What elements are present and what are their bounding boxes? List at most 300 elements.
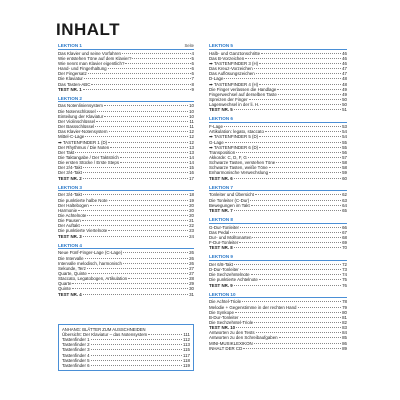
entry-page: 12 [189, 139, 194, 145]
entry-page: 49 [342, 86, 347, 92]
entry-title: Quarte, Quinte [58, 271, 87, 276]
entry-title: Fingerwechsel auf derselben Taste [209, 91, 277, 97]
entry-title: Wie nennt man Klavier eigentlich? [58, 60, 125, 66]
lesson-header [209, 116, 347, 121]
appendix-heading: ANHANG: BLÄTTER ZUM AUSSCHNEIDEN [62, 327, 146, 332]
dot-leader [245, 58, 341, 59]
heading-rule [58, 49, 194, 50]
entry-page: 16 [189, 170, 194, 176]
entry-title: Das Kreuz-Vorzeichen [209, 66, 253, 72]
dot-leader [122, 53, 191, 54]
entry-page: 46 [342, 50, 347, 56]
dot-leader [83, 178, 188, 179]
lesson-heading: LEKTION 2 [58, 95, 82, 101]
entry-page: 82 [342, 319, 347, 325]
entry-page: 74 [342, 272, 347, 278]
dot-leader [87, 215, 188, 216]
dot-leader [91, 365, 182, 366]
entry-title: Intervalle melodisch, harmonisch [58, 260, 122, 266]
dot-leader [235, 312, 341, 313]
entry-title: Der Haltebogen [58, 202, 89, 208]
dot-leader [259, 279, 341, 280]
entry-title: Die Achtelnote [58, 213, 87, 218]
lesson-heading: LEKTION 10 [209, 291, 236, 297]
entry-page: 80 [342, 309, 347, 315]
entry-page: 78 [342, 299, 347, 305]
entry-page: 85 [342, 335, 347, 341]
entry-title: Bewegungen im Takt [209, 202, 250, 208]
appendix-box [58, 324, 194, 371]
dot-leader [83, 294, 188, 295]
entry-page: 15 [189, 165, 194, 171]
lesson-header [209, 185, 347, 190]
dot-leader [88, 73, 191, 74]
dot-leader [83, 236, 188, 237]
lesson-header [209, 254, 347, 259]
entry-title: Halb- und Ganztonschritte [209, 50, 261, 56]
heading-rule [209, 223, 347, 224]
heading-rule [209, 49, 347, 50]
lesson-heading: LEKTION 5 [209, 43, 233, 48]
test-entry [209, 245, 347, 250]
lesson-heading: LEKTION 4 [58, 242, 82, 248]
entry-title: F-Lage [209, 124, 223, 130]
test-entry [209, 176, 347, 181]
dot-leader [123, 252, 188, 253]
toc-left-column [58, 43, 194, 301]
entry-page: 27 [189, 271, 194, 276]
entry-page: 59 [342, 170, 347, 176]
entry-page: 118 [183, 357, 190, 363]
dot-leader [108, 230, 188, 231]
entry-page: 81 [342, 314, 347, 320]
entry-title: Einteilung der Klaviatur [58, 113, 104, 119]
entry-page: 67 [342, 229, 347, 235]
entry-page: 10 [189, 113, 194, 119]
entry-title: ➡ TASTENFINDER 4 (H) [209, 81, 259, 87]
dot-leader [259, 84, 341, 85]
lesson-section [58, 243, 194, 297]
lesson-section [209, 43, 347, 112]
dot-leader [249, 99, 342, 100]
dot-leader [83, 167, 188, 168]
heading-rule [58, 248, 194, 249]
entry-title: Die Sechzehntel-Triole [209, 319, 254, 325]
dot-leader [278, 94, 341, 95]
entry-title: TEST NR. 9 [209, 282, 233, 288]
dot-leader [91, 339, 182, 340]
dot-leader [85, 258, 188, 259]
entry-title: Die punktierte Viertelnote [58, 228, 108, 234]
dot-leader [240, 317, 342, 318]
heading-rule [209, 260, 347, 261]
entry-page: 47 [342, 71, 347, 77]
entry-page: 58 [342, 160, 347, 166]
entry-page: 13 [189, 144, 194, 150]
entry-title: Artikulation: legato, staccato [209, 129, 264, 135]
dot-leader [276, 162, 341, 163]
dot-leader [243, 348, 341, 349]
lesson-section [209, 254, 347, 287]
test-entry [58, 87, 194, 92]
lesson-header [58, 243, 194, 248]
entry-page: 8 [191, 81, 194, 87]
entry-title: Mittel-C-Lage [58, 134, 85, 140]
dot-leader [88, 273, 188, 274]
lesson-section [58, 96, 194, 181]
test-entry [58, 234, 194, 239]
dot-leader [109, 200, 189, 201]
dot-leader [250, 200, 341, 201]
dot-leader [236, 327, 341, 328]
dot-leader [120, 157, 188, 158]
dot-leader [95, 126, 188, 127]
entry-page: 89 [342, 345, 347, 351]
entry-page: 19 [189, 197, 194, 203]
entry-page: 54 [342, 134, 347, 140]
dot-leader [234, 178, 341, 179]
entry-page: 70 [342, 245, 347, 251]
entry-title: Transposition [209, 149, 236, 155]
entry-page: 6 [191, 66, 194, 72]
entry-page: 48 [342, 81, 347, 87]
entry-title: TEST NR. 7 [209, 207, 233, 213]
entry-title: Die Klaviatur [58, 76, 83, 82]
entry-page: 24 [189, 233, 194, 239]
entry-title: B-Dur-Tonleiter [209, 314, 239, 320]
entry-title: Die Notenschlüssel [58, 108, 96, 114]
entry-page: 27 [189, 265, 194, 271]
entry-title: Die Tonleiter (C-Dur) [209, 197, 250, 203]
entry-page: 20 [189, 202, 194, 208]
entry-title: TEST NR. 5 [209, 107, 233, 113]
dot-leader [84, 78, 191, 79]
dot-leader [234, 285, 341, 286]
entry-title: Der 6/8-Takt [209, 261, 233, 267]
test-entry [209, 107, 347, 112]
lesson-header [209, 292, 347, 297]
entry-title: Antworten zu den Tests [209, 330, 255, 336]
entry-page: 6 [191, 60, 194, 66]
dot-leader [298, 307, 342, 308]
dot-leader [240, 269, 341, 270]
lesson-heading: LEKTION 6 [209, 116, 233, 122]
entry-title: ➡ TASTENFINDER 3 (H) [209, 60, 259, 66]
entry-page: 115 [183, 347, 190, 353]
entry-title: TEST NR. 10 [209, 325, 236, 331]
dot-leader [230, 232, 341, 233]
entry-page: 57 [342, 155, 347, 160]
entry-page: 64 [342, 202, 347, 208]
entry-title: Schwarze Tasten, weiße Töne [209, 165, 268, 171]
entry-page: 17 [189, 175, 194, 181]
entry-title: D-Dur-Tonleiter [209, 267, 239, 273]
entry-title: Die Synkope [209, 309, 234, 315]
dot-leader [91, 355, 182, 356]
dot-leader [254, 343, 341, 344]
entry-page: 60 [342, 175, 347, 181]
heading-rule [209, 297, 347, 298]
dot-leader [85, 136, 188, 137]
entry-page: 83 [342, 325, 347, 331]
dot-leader [234, 247, 341, 248]
entry-title: Das Klavier und seine Vorfahren [58, 50, 121, 56]
entry-page: 54 [342, 129, 347, 135]
entry-page: 11 [189, 118, 194, 124]
lesson-section [209, 185, 347, 213]
entry-title: G-Lage [209, 139, 224, 145]
dot-leader [259, 136, 341, 137]
entry-title: Die Taktangabe / Der Taktstrich [58, 155, 119, 160]
entry-title: Schwarze Tasten, verstehen Töne [209, 160, 276, 166]
entry-page: 50 [342, 102, 347, 108]
entry-page: 51 [342, 107, 347, 113]
entry-title: Tastenfinder 6 [62, 362, 90, 368]
dot-leader [78, 210, 188, 211]
entry-page: 14 [189, 155, 194, 160]
dot-leader [269, 167, 341, 168]
dot-leader [125, 63, 190, 64]
entry-title: Tastenfinder 4 [62, 352, 90, 358]
entry-page: 13 [189, 149, 194, 155]
entry-title: INHALT DER CD [209, 345, 243, 351]
entry-title: Enharmonische Verwechslung [209, 170, 269, 176]
dot-leader [256, 73, 341, 74]
toc-entry [62, 363, 190, 368]
dot-leader [277, 89, 341, 90]
entry-page: 75 [342, 277, 347, 283]
dot-leader [128, 278, 188, 279]
entry-title: Die Sechzehntelnote [209, 272, 250, 278]
entry-page: 56 [342, 149, 347, 155]
entry-page: 58 [342, 165, 347, 171]
dot-leader [236, 152, 341, 153]
entry-title: Das Notenliniensystem [58, 103, 103, 109]
dot-leader [240, 227, 341, 228]
entry-title: Tastenfinder 5 [62, 357, 90, 363]
entry-page: 47 [342, 66, 347, 72]
entry-page: 29 [189, 281, 194, 287]
entry-title: Das Tasten-ABC [58, 81, 91, 87]
page-title: INHALT [56, 20, 121, 39]
dot-leader [239, 242, 341, 243]
entry-page: 48 [342, 76, 347, 82]
entry-title: Die Achtel-Triole [209, 299, 242, 305]
entry-page: 4 [191, 50, 194, 56]
entry-page: 62 [342, 192, 347, 198]
dot-leader [110, 147, 188, 148]
dot-leader [120, 162, 188, 163]
dot-leader [148, 334, 182, 335]
lesson-section [58, 185, 194, 239]
entry-page: 76 [342, 282, 347, 288]
entry-page: 7 [191, 76, 194, 82]
dot-leader [225, 142, 341, 143]
lesson-section [58, 43, 194, 92]
dot-leader [87, 268, 188, 269]
entry-title: Harmonie [58, 207, 78, 213]
entry-title: Der Bassschlüssel [58, 124, 95, 130]
dot-leader [109, 131, 189, 132]
dot-leader [91, 84, 190, 85]
entry-page: 66 [342, 224, 347, 230]
entry-page: 12 [189, 129, 194, 135]
entry-title: F-Dur-Tonleiter [209, 240, 239, 246]
lesson-section [209, 116, 347, 180]
dot-leader [75, 152, 188, 153]
entry-title: Der 3/4-Takt [58, 170, 82, 176]
entry-page: 68 [342, 234, 347, 240]
entry-page: 72 [342, 261, 347, 267]
dot-leader [254, 68, 341, 69]
toc-right-column [209, 43, 347, 355]
entry-page: 10 [189, 108, 194, 114]
lesson-header [58, 96, 194, 101]
entry-title: Der 2/4-Takt [58, 165, 82, 171]
entry-title: Neue Fünf-Finger-Lage (C-Lage) [58, 250, 123, 256]
dot-leader [81, 225, 188, 226]
entry-page: 9 [191, 86, 194, 92]
entry-title: Melodie + Gegenstimme in der rechten Hand [209, 304, 297, 310]
test-entry [209, 283, 347, 288]
dot-leader [252, 237, 341, 238]
entry-title: Die Pausen [58, 218, 81, 224]
entry-title: MINI-MUSIKLEXIKON [209, 340, 253, 346]
entry-title: Die punktierte halbe Note [58, 197, 108, 203]
entry-title: ➡ TASTENFINDER 6 (D) [209, 144, 259, 150]
entry-page: 5 [191, 55, 194, 61]
entry-title: Staccato, Legatobogen, Artikulation [58, 276, 128, 282]
entry-page: 49 [342, 91, 347, 97]
entry-page: 23 [189, 228, 194, 234]
entry-page: 18 [189, 192, 194, 198]
dot-leader [108, 68, 191, 69]
heading-rule [58, 190, 194, 191]
dot-leader [256, 332, 342, 333]
lesson-header [209, 217, 347, 222]
lesson-header [58, 185, 194, 190]
entry-title: Das Klavier-Notensystem [58, 129, 108, 135]
entry-page: 119 [183, 362, 190, 368]
entry-page: 28 [189, 276, 194, 282]
entry-page: 12 [189, 134, 194, 140]
entry-title: Die ersten Stücke / Erste Steps [58, 160, 120, 166]
entry-page: 20 [189, 213, 194, 218]
entry-title: Hand- und Fingerhaltung [58, 66, 107, 72]
entry-title: G-Dur-Tonleiter [209, 224, 240, 230]
entry-title: TEST NR. 4 [58, 291, 82, 297]
lesson-heading: LEKTION 7 [209, 184, 233, 190]
dot-leader [132, 58, 190, 59]
entry-title: Tonleiter und Übersicht [209, 192, 254, 198]
lesson-header [209, 43, 347, 48]
entry-title: Die Intervalle [58, 255, 84, 261]
entry-title: Dur- und Molltonarten [209, 234, 252, 240]
entry-title: Das Pedal [209, 229, 230, 235]
entry-title: Das B-Vorzeichen [209, 55, 245, 61]
entry-page: 46 [342, 55, 347, 61]
entry-page: 46 [342, 60, 347, 66]
dot-leader [104, 116, 188, 117]
toc-entry [209, 346, 347, 351]
entry-page: 55 [342, 144, 347, 150]
entry-title: Antworten zu den Schreibaufgaben [209, 335, 278, 341]
entry-page: 79 [342, 304, 347, 310]
dot-leader [234, 264, 341, 265]
entry-page: 113 [183, 342, 190, 348]
entry-page: 11 [189, 124, 194, 130]
entry-title: Quarte [58, 281, 72, 287]
dot-leader [259, 147, 341, 148]
dot-leader [90, 205, 188, 206]
lesson-header [58, 43, 194, 48]
dot-leader [91, 344, 182, 345]
entry-title: Das Auflösungszeichen [209, 71, 255, 77]
dot-leader [82, 220, 188, 221]
dot-leader [259, 63, 341, 64]
entry-page: 6 [191, 71, 194, 77]
entry-title: TEST NR. 2 [58, 175, 82, 181]
dot-leader [269, 172, 341, 173]
lesson-heading: LEKTION 3 [58, 184, 82, 190]
entry-title: Der Fingersatz [58, 71, 87, 77]
entry-page: 111 [183, 332, 190, 337]
dot-leader [91, 360, 182, 361]
test-entry [58, 292, 194, 297]
lesson-heading: LEKTION 9 [209, 254, 233, 260]
entry-page: 31 [189, 291, 194, 297]
entry-page: 112 [183, 337, 190, 343]
entry-page: 26 [189, 260, 194, 266]
dot-leader [234, 210, 341, 211]
entry-page: 73 [342, 267, 347, 273]
entry-page: 117 [183, 352, 190, 358]
entry-page: 50 [342, 97, 347, 102]
dot-leader [91, 349, 182, 350]
heading-rule [58, 101, 194, 102]
dot-leader [279, 337, 342, 338]
entry-title: Quinte [58, 286, 71, 292]
entry-page: 26 [189, 250, 194, 256]
entry-page: 10 [189, 103, 194, 109]
dot-leader [260, 104, 341, 105]
dot-leader [83, 89, 191, 90]
entry-page: 69 [342, 240, 347, 246]
entry-title: ➡ TASTENFINDER 1 (D) [58, 139, 108, 145]
dot-leader [261, 53, 341, 54]
entry-page: 86 [342, 340, 347, 346]
entry-page: 20 [189, 207, 194, 213]
test-entry [58, 176, 194, 181]
entry-title: TEST NR. 6 [209, 175, 233, 181]
entry-title: Der Rhythmus / Die Noten [58, 144, 110, 150]
dot-leader [248, 157, 341, 158]
entry-title: Tastenfinder 2 [62, 342, 90, 348]
entry-title: Der Violinschlüssel [58, 118, 96, 124]
entry-page: 14 [189, 160, 194, 166]
entry-title: Sekunde, Terz [58, 265, 86, 271]
entry-page: 26 [189, 255, 194, 261]
entry-title: Spreizen der Finger [209, 97, 248, 102]
entry-page: 21 [189, 218, 194, 224]
dot-leader [224, 126, 341, 127]
entry-title: D-Lage [209, 76, 224, 82]
dot-leader [108, 142, 188, 143]
dot-leader [251, 274, 342, 275]
entry-title: Der Takt [58, 149, 75, 155]
dot-leader [83, 194, 188, 195]
entry-title: ➡ TASTENFINDER 5 (D) [209, 134, 259, 140]
